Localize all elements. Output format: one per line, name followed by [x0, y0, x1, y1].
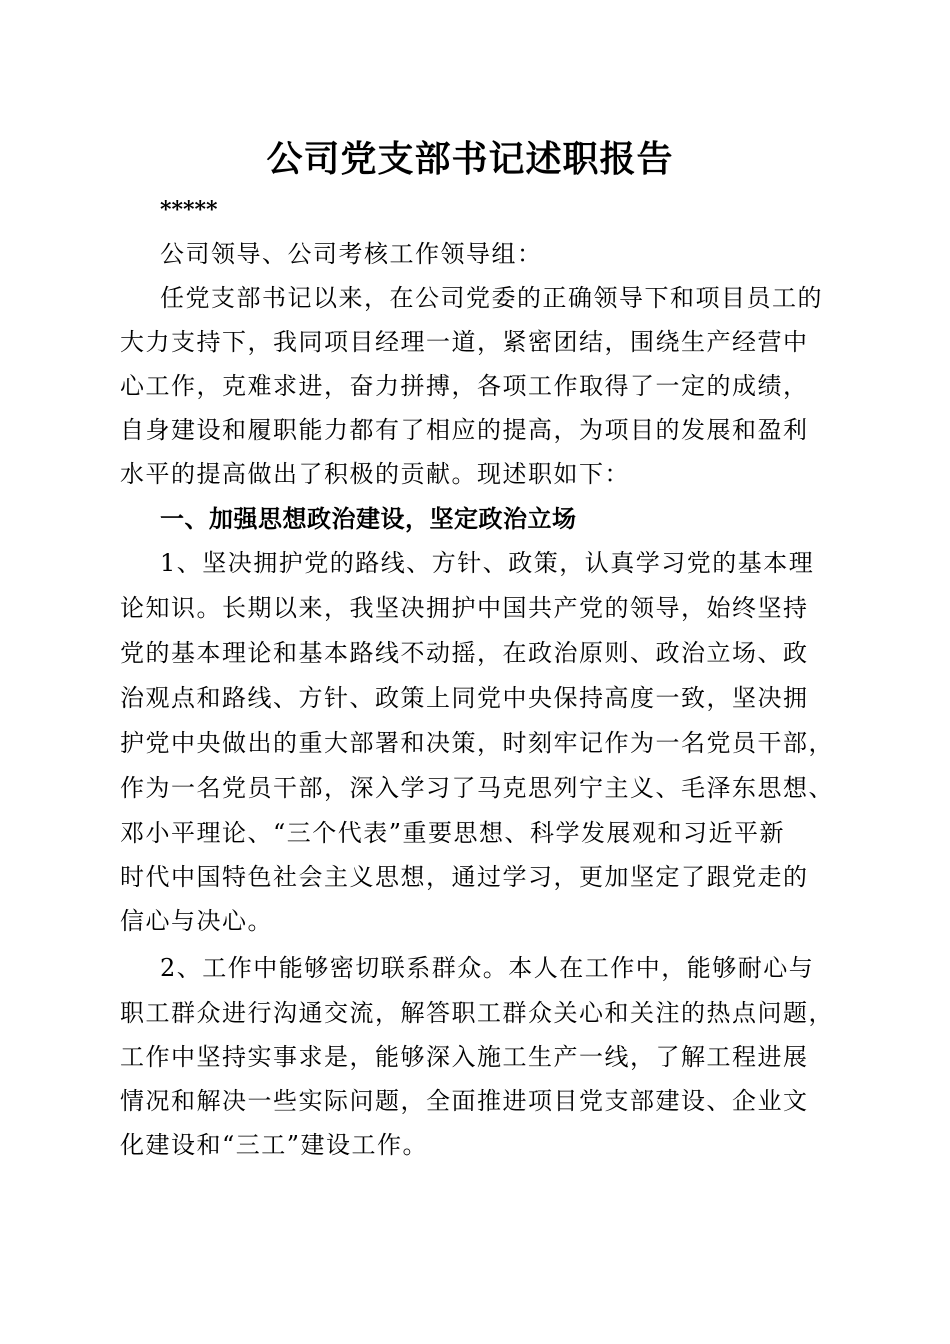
document-title: 公司党支部书记述职报告 — [266, 138, 674, 180]
paragraph-line: 论知识。长期以来，我坚决拥护中国共产党的领导，始终坚持 — [120, 594, 809, 622]
paragraph-line: 任党支部书记以来，在公司党委的正确领导下和项目员工的 — [160, 284, 823, 312]
paragraph-line: 1、坚决拥护党的路线、方针、政策，认真学习党的基本理 — [160, 549, 815, 577]
paragraph-line: 水平的提高做出了积极的贡献。现述职如下： — [120, 460, 630, 488]
salutation: 公司领导、公司考核工作领导组： — [160, 240, 543, 268]
paragraph-line: 大力支持下，我同项目经理一道，紧密团结，围绕生产经营中 — [120, 328, 809, 356]
author-name: ***** — [160, 197, 218, 223]
paragraph-line: 护党中央做出的重大部署和决策，时刻牢记作为一名党员干部， — [120, 729, 834, 757]
paragraph-line: 工作中坚持实事求是，能够深入施工生产一线，了解工程进展 — [120, 1043, 809, 1071]
paragraph-line: 自身建设和履职能力都有了相应的提高，为项目的发展和盈利 — [120, 416, 809, 444]
section-heading: 一、加强思想政治建设，坚定政治立场 — [160, 504, 577, 533]
paragraph-line: 作为一名党员干部，深入学习了马克思列宁主义、毛泽东思想、 — [120, 774, 834, 802]
paragraph-line: 时代中国特色社会主义思想，通过学习，更加坚定了跟党走的 — [120, 863, 809, 891]
paragraph-line: 情况和解决一些实际问题，全面推进项目党支部建设、企业文 — [120, 1087, 809, 1115]
paragraph-line: 党的基本理论和基本路线不动摇，在政治原则、政治立场、政 — [120, 639, 809, 667]
paragraph-line: 职工群众进行沟通交流，解答职工群众关心和关注的热点问题， — [120, 999, 834, 1027]
paragraph-line: 治观点和路线、方针、政策上同党中央保持高度一致，坚决拥 — [120, 684, 809, 712]
paragraph-line: 邓小平理论、“三个代表”重要思想、科学发展观和习近平新 — [120, 819, 786, 847]
paragraph-line: 2、工作中能够密切联系群众。本人在工作中，能够耐心与 — [160, 954, 815, 982]
paragraph-line: 心工作，克难求进，奋力拼搏，各项工作取得了一定的成绩， — [120, 372, 809, 400]
paragraph-line: 化建设和“三工”建设工作。 — [120, 1131, 429, 1159]
paragraph-line: 信心与决心。 — [120, 907, 273, 935]
